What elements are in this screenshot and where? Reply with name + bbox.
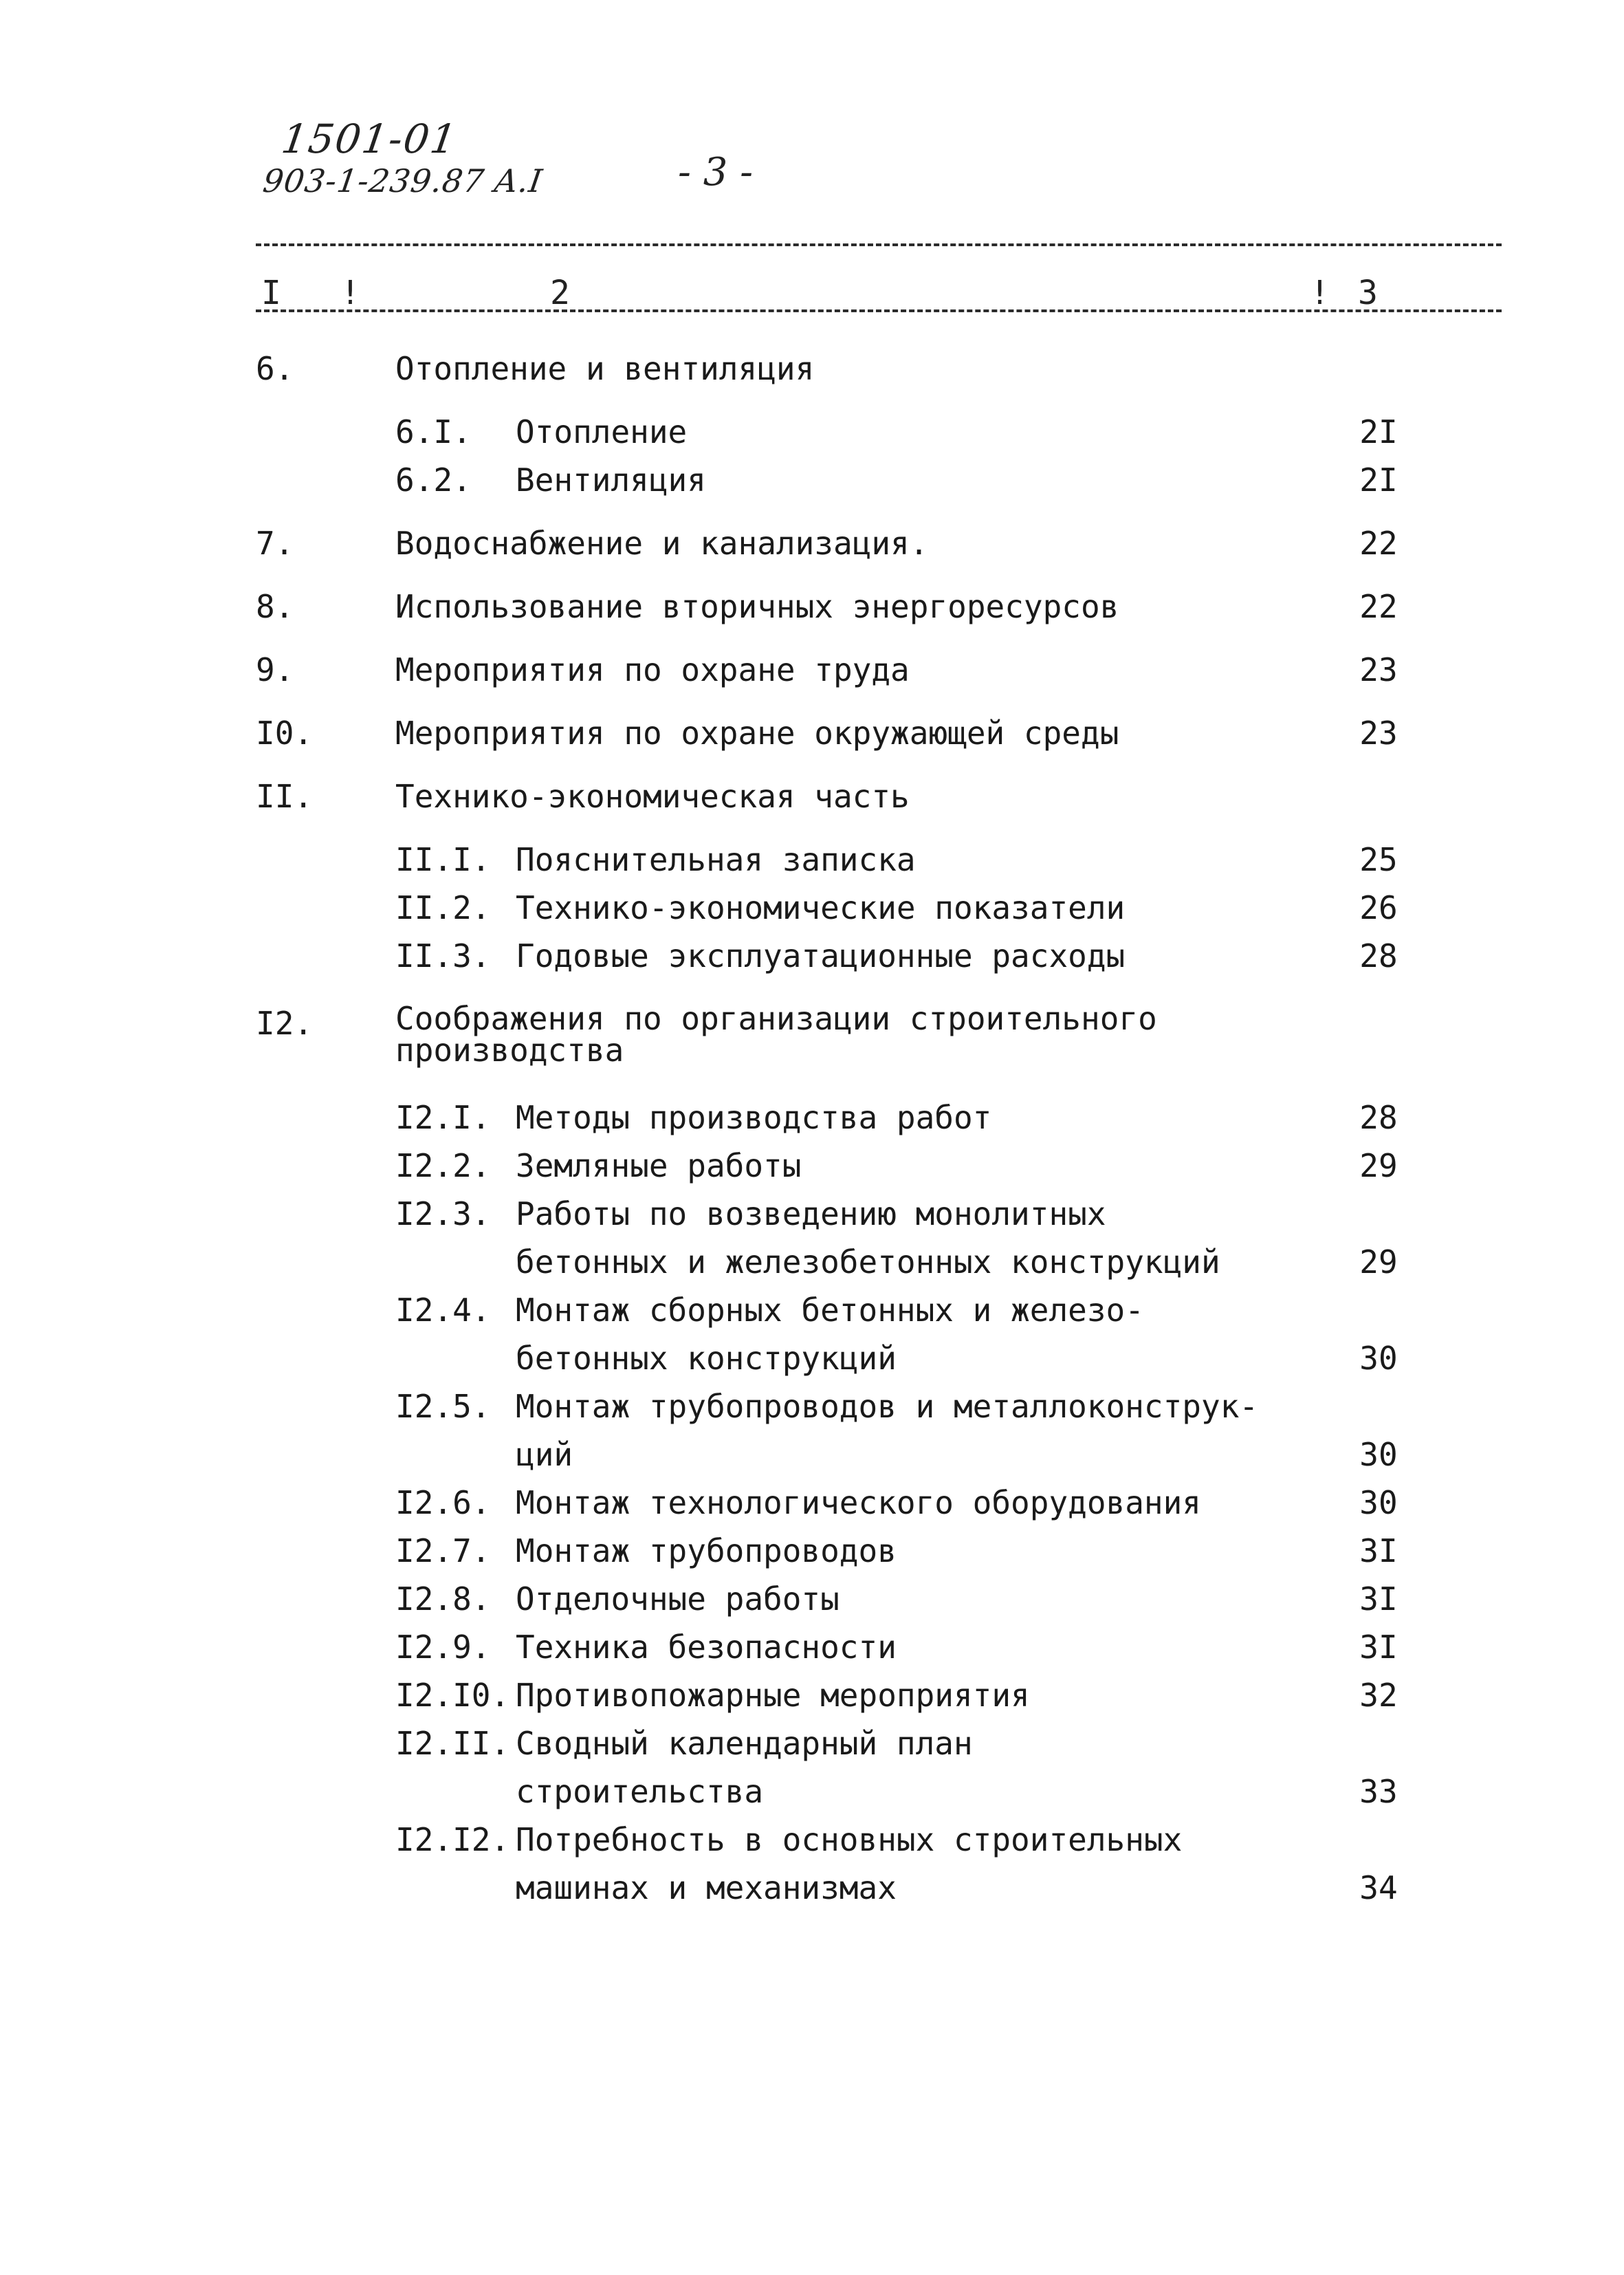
toc-entry-title: бетонных конструкций bbox=[516, 1340, 897, 1377]
toc-entry-number: I2.I0. bbox=[395, 1677, 510, 1714]
toc-entry-page: 34 bbox=[1359, 1869, 1398, 1906]
toc-entry-page: 32 bbox=[1359, 1677, 1398, 1714]
toc-entry-number: I2.6. bbox=[395, 1484, 491, 1521]
column-separator-2: ! bbox=[1310, 274, 1330, 312]
toc-entry-title: ций bbox=[516, 1436, 573, 1473]
toc-entry bbox=[0, 839, 1624, 880]
toc-entry bbox=[0, 1289, 1624, 1331]
toc-entry-title: Потребность в основных строительных bbox=[516, 1821, 1183, 1858]
toc-entry-title: Мероприятия по охране труда bbox=[395, 651, 910, 688]
toc-entry bbox=[0, 1145, 1624, 1186]
toc-entry-title-line: Соображения по организации строительного bbox=[395, 1000, 1157, 1037]
toc-entry bbox=[0, 887, 1624, 928]
toc-entry-number: 7. bbox=[256, 525, 294, 562]
toc-entry-page: 2I bbox=[1359, 461, 1398, 499]
toc-entry-page: 28 bbox=[1359, 1099, 1398, 1136]
page-number: - 3 - bbox=[678, 150, 754, 195]
toc-entry bbox=[0, 1193, 1624, 1234]
toc-entry-continuation bbox=[0, 1434, 1624, 1475]
toc-entry-page: 22 bbox=[1359, 588, 1398, 625]
toc-entry bbox=[0, 1819, 1624, 1860]
toc-entry-number: I0. bbox=[256, 715, 314, 752]
toc-entry-number: 6.I. bbox=[395, 413, 472, 450]
toc-entry-page: 3I bbox=[1359, 1532, 1398, 1569]
toc-entry-title: Вентиляция bbox=[516, 461, 706, 499]
toc-entry-title: Отопление bbox=[516, 413, 688, 450]
toc-entry-number: 8. bbox=[256, 588, 294, 625]
toc-entry-number: I2.3. bbox=[395, 1195, 491, 1232]
toc-entry-page: 2I bbox=[1359, 413, 1398, 450]
toc-entry-title: Работы по возведению монолитных bbox=[516, 1195, 1106, 1232]
toc-entry-page: 3I bbox=[1359, 1580, 1398, 1618]
toc-entry-number: I2.2. bbox=[395, 1147, 491, 1184]
toc-entry bbox=[0, 712, 1624, 754]
table-top-rule bbox=[256, 243, 1502, 246]
column-header-3: 3 bbox=[1358, 274, 1378, 312]
toc-entry-number: I2. bbox=[256, 1005, 314, 1042]
document-code: 1501-01 bbox=[278, 116, 461, 162]
toc-entry-page: 22 bbox=[1359, 525, 1398, 562]
toc-entry-page: 30 bbox=[1359, 1340, 1398, 1377]
toc-entry-page: 3I bbox=[1359, 1629, 1398, 1666]
toc-entry-number: II. bbox=[256, 778, 314, 815]
toc-entry-page: 23 bbox=[1359, 651, 1398, 688]
toc-entry bbox=[0, 523, 1624, 564]
toc-entry-page: 29 bbox=[1359, 1147, 1398, 1184]
toc-entry-title bbox=[395, 1000, 1157, 1069]
toc-entry-number: I2.5. bbox=[395, 1388, 491, 1425]
column-header-1: I bbox=[261, 274, 281, 312]
toc-entry bbox=[0, 1626, 1624, 1668]
toc-entry bbox=[0, 1097, 1624, 1138]
toc-entry-page: 33 bbox=[1359, 1773, 1398, 1810]
column-separator-1: ! bbox=[340, 274, 360, 312]
toc-entry-number: I2.4. bbox=[395, 1292, 491, 1329]
toc-entry-title-line: производства bbox=[395, 1032, 624, 1069]
toc-entry-number: II.I. bbox=[395, 841, 491, 878]
toc-entry-number: I2.7. bbox=[395, 1532, 491, 1569]
column-header-2: 2 bbox=[550, 274, 570, 312]
toc-entry-title: Монтаж сборных бетонных и железо- bbox=[516, 1292, 1144, 1329]
toc-entry-number: II.2. bbox=[395, 889, 491, 926]
toc-entry-title: Годовые эксплуатационные расходы bbox=[516, 937, 1126, 975]
toc-entry-title: строительства bbox=[516, 1773, 764, 1810]
toc-entry-title: Мероприятия по охране окружающей среды bbox=[395, 715, 1119, 752]
toc-entry-number: I2.9. bbox=[395, 1629, 491, 1666]
toc-entry-number: 6.2. bbox=[395, 461, 472, 499]
toc-entry bbox=[0, 1530, 1624, 1571]
toc-entry-title: Противопожарные мероприятия bbox=[516, 1677, 1030, 1714]
toc-entry-number: I2.II. bbox=[395, 1725, 510, 1762]
toc-entry bbox=[0, 1578, 1624, 1620]
toc-entry-continuation bbox=[0, 1867, 1624, 1908]
table-header-rule bbox=[256, 309, 1502, 312]
toc-entry bbox=[0, 586, 1624, 627]
toc-entry-number: I2.8. bbox=[395, 1580, 491, 1618]
project-code: 903-1-239.87 A.I bbox=[261, 162, 545, 199]
toc-entry-title: Методы производства работ bbox=[516, 1099, 992, 1136]
toc-entry-page: 30 bbox=[1359, 1436, 1398, 1473]
toc-entry-title: Отопление и вентиляция bbox=[395, 350, 815, 387]
toc-entry-continuation bbox=[0, 1771, 1624, 1812]
toc-entry-title: Водоснабжение и канализация. bbox=[395, 525, 929, 562]
toc-entry-number: I2.I2. bbox=[395, 1821, 510, 1858]
toc-entry-title: Технико-экономическая часть bbox=[395, 778, 910, 815]
toc-entry-page: 29 bbox=[1359, 1243, 1398, 1281]
toc-entry-title: Монтаж трубопроводов и металлоконструк- bbox=[516, 1388, 1259, 1425]
toc-entry bbox=[0, 1000, 1624, 1071]
toc-entry bbox=[0, 935, 1624, 977]
toc-entry-title: машинах и механизмах bbox=[516, 1869, 897, 1906]
toc-entry-number: 9. bbox=[256, 651, 294, 688]
toc-entry-page: 26 bbox=[1359, 889, 1398, 926]
toc-entry-title: Монтаж трубопроводов bbox=[516, 1532, 897, 1569]
toc-entry-title: Сводный календарный план bbox=[516, 1725, 973, 1762]
toc-entry-title: Техника безопасности bbox=[516, 1629, 897, 1666]
toc-entry-title: Технико-экономические показатели bbox=[516, 889, 1126, 926]
toc-entry-number: II.3. bbox=[395, 937, 491, 975]
toc-entry-title: Пояснительная записка bbox=[516, 841, 916, 878]
toc-entry-title: Отделочные работы bbox=[516, 1580, 840, 1618]
toc-entry-page: 23 bbox=[1359, 715, 1398, 752]
toc-entry bbox=[0, 1675, 1624, 1716]
toc-entry-continuation bbox=[0, 1338, 1624, 1379]
toc-entry-title: Монтаж технологического оборудования bbox=[516, 1484, 1201, 1521]
toc-entry-number: 6. bbox=[256, 350, 294, 387]
toc-entry-page: 28 bbox=[1359, 937, 1398, 975]
toc-entry-continuation bbox=[0, 1241, 1624, 1283]
toc-entry bbox=[0, 411, 1624, 453]
toc-entry-page: 30 bbox=[1359, 1484, 1398, 1521]
toc-entry bbox=[0, 1723, 1624, 1764]
toc-entry bbox=[0, 459, 1624, 501]
toc-entry-number: I2.I. bbox=[395, 1099, 491, 1136]
toc-entry-title: Использование вторичных энергоресурсов bbox=[395, 588, 1119, 625]
toc-entry-title: бетонных и железобетонных конструкций bbox=[516, 1243, 1220, 1281]
toc-entry-title: Земляные работы bbox=[516, 1147, 802, 1184]
toc-entry bbox=[0, 1482, 1624, 1523]
toc-entry bbox=[0, 776, 1624, 817]
toc-entry bbox=[0, 348, 1624, 389]
toc-entry bbox=[0, 1386, 1624, 1427]
toc-entry-page: 25 bbox=[1359, 841, 1398, 878]
toc-entry bbox=[0, 649, 1624, 690]
